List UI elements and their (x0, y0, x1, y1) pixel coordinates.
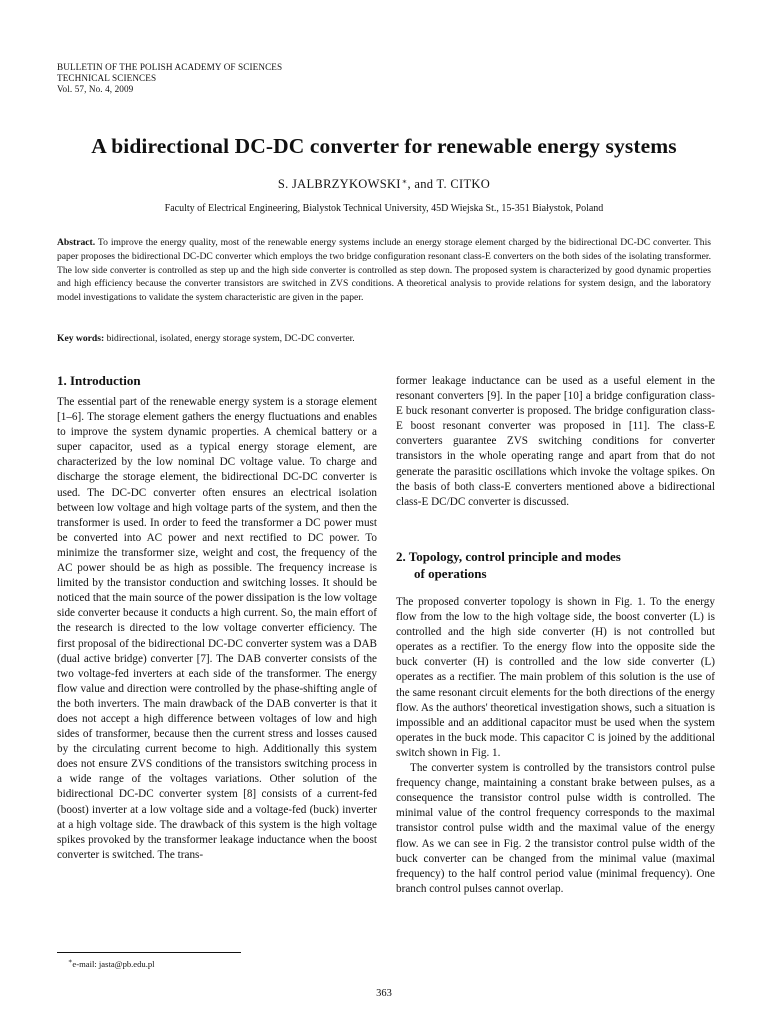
section-2-heading (396, 548, 716, 582)
section-1-heading: 1. Introduction (57, 373, 141, 388)
section-2-paragraph-2: The converter system is controlled by the transistors control pulse frequency change, maintaining a constant brake between pulses, as a consequence the transistor control pulse width is controlled. The minimal value of the control frequency corresponds to the maximal transistor control pulse width and the maximal value of the energy flow. As we can see in Fig. 2 the transistor control pulse width of the buck converter can be changed from the minimal value (maximal frequency) to the half control period value (minimal frequency). One branch control pulses cannot overlap. (396, 762, 715, 895)
corresponding-author-mark: ∗ (401, 177, 408, 186)
left-column (57, 395, 377, 863)
footnote-mark: ∗ (68, 958, 73, 965)
footnote-email: e-mail: jasta@pb.edu.pl (72, 958, 155, 969)
section-2-heading-line2: of operations (414, 566, 487, 581)
section-2-paragraph-1: The proposed converter topology is shown in Fig. 1. To the energy flow from the low to the high voltage side, the boost converter (L) is controlled and the high side converter (H) is not controlled but operates as a rectifier. To the energy flow into the opposite side the buck converter (H) is controlled and the low side converter (L) operates as a rectifier. The main problem of this solution is the use of the same resonant circuit elements for the both directions of the energy flow. As the authors' theoretical investigation shows, such a situation is impossible and an additional capacitor must be used when the system operates in the buck mode. This capacitor C is joined by the additional switch shown in Fig. 1. (396, 596, 715, 759)
section-2-heading-line1: 2. Topology, control principle and modes (396, 549, 621, 564)
author-separator: , and (407, 177, 437, 191)
author-2: T. CITKO (436, 177, 491, 191)
authors (0, 177, 768, 192)
footnote (68, 957, 155, 969)
author-1: S. JALBRZYKOWSKI (277, 177, 401, 191)
journal-series: TECHNICAL SCIENCES (57, 73, 157, 83)
section-2-body (396, 595, 715, 897)
keywords-label: Key words: (57, 333, 105, 344)
right-column-intro-continued (396, 374, 715, 510)
footnote-rule (57, 952, 241, 953)
abstract-text: To improve the energy quality, most of the renewable energy systems include an energy storage element charged by the bidirectional DC-DC converter. This paper proposes the bidirectional DC-DC converter which employs the two bridge configuration resonant class-E converters on the both sides of the isolating transformer. The low side converter is controlled as step up and the high side converter is controlled as step down. The proposed system is characterized by good dynamic properties and high efficiency because the converter transistors are switched in ZVS conditions. A theoretical analysis to provide relations for system design, and the laboratory model investigations to validate the system characteristic are given in the paper. (57, 237, 711, 304)
intro-paragraph: The essential part of the renewable energy system is a storage element [1–6]. The storage element gathers the energy fluctuations and enables to improve the system dynamic properties. A chemical battery or a super capacitor, used as a typical energy storage element, are characterized by the low nominal DC voltage value. To charge and discharge the storage element, the bidirectional DC-DC converter is used. The DC-DC converter often ensures an electrical isolation between low voltage and high voltage parts of the system, and then the transformer is used. In order to feed the transformer a DC power must be converted into AC power and next rectified to DC power. To minimize the transformer size, weight and cost, the frequency of the AC power should be as high as possible. The frequency increase is limited by the transistor conduction and switching losses. It should be noticed that the main source of the power dissipation is the low voltage side converter because it conducts a high current. So, the main effort of the research is directed to the low voltage converter efficiency. The first proposal of the bidirectional DC-DC converter system was a DAB (dual active bridge) converter [7]. The DAB converter consists of the two voltage-fed inverters at each side of the transformer. The energy flow value and direction were controlled by the phase-shifting angle of the both inverters. The main drawback of the DAB converter is that it does not accept a high difference between voltages of low and high sides of transformer, because then the current stress and losses caused by the circulating current become to high. Additionally this system does not ensure ZVS conditions of the transistors switching process in a wide range of the voltages variations. Other solution of the bidirectional DC-DC converter system [8] consists of a current-fed (boost) inverter at a low voltage side and a voltage-fed (buck) inverter at a high voltage side. The drawback of this system is the high voltage spikes provoked by the transformer leakage inductance when the boost converter is switched. The trans- (57, 396, 377, 861)
journal-header (57, 62, 282, 95)
keywords-text: bidirectional, isolated, energy storage system, DC-DC converter. (106, 333, 355, 344)
journal-name: BULLETIN OF THE POLISH ACADEMY OF SCIENCES (57, 62, 283, 72)
intro-paragraph-continued: former leakage inductance can be used as a useful element in the resonant converters [9]. In the paper [10] a bridge configuration class-E buck resonant converter is proposed. The bridge configuration class-E boost resonant converter was proposed in [11]. The class-E converters guarantee ZVS switching conditions for converter transistors in the whole operating range and apart from that do not generate the parasitic oscillations which invoke the voltage spikes. On the basis of both class-E converters mentioned above a bidirectional class-E DC/DC converter is discussed. (396, 375, 715, 508)
paper-title: A bidirectional DC-DC converter for renewable energy systems (91, 134, 677, 158)
keywords (57, 332, 711, 346)
affiliation: Faculty of Electrical Engineering, Bialystok Technical University, 45D Wiejska St., 15-351 Białystok, Poland (164, 203, 604, 214)
page-number: 363 (376, 988, 392, 999)
journal-volume: Vol. 57, No. 4, 2009 (57, 84, 134, 94)
abstract-label: Abstract. (57, 237, 96, 248)
abstract (57, 236, 711, 305)
